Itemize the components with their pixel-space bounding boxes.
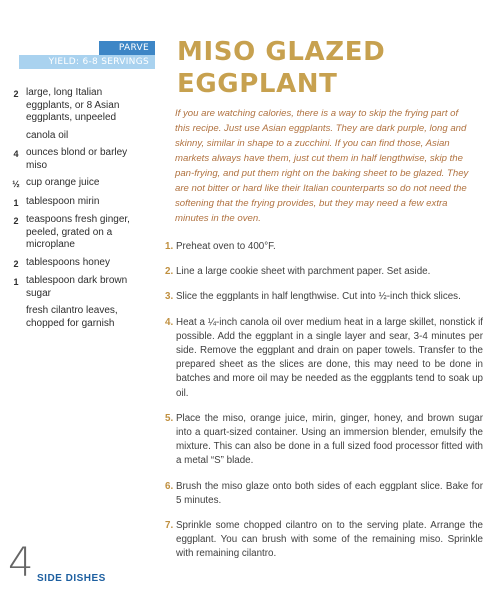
ingredient-text: tablespoon dark brown sugar	[26, 275, 128, 299]
step-text: Slice the eggplants in half lengthwise. Cut into ½-inch thick slices.	[176, 291, 461, 303]
step-number: 6.	[165, 480, 174, 492]
ingredient-text: tablespoons honey	[26, 256, 110, 268]
step-number: 2.	[165, 266, 174, 278]
step-text: Heat a ¼-inch canola oil over medium heat in a large skillet, nonstick if possible. Add the eggplant in a single layer and sear, 3-4 minutes per side. Remove the eggplant and drain on paper towels. Transfer to the prepared sheet as the slices are done, this may need to be done in batches and more oil may be needed as the eggplants tend to soak up oil.	[176, 316, 483, 399]
step-text: Place the miso, orange juice, mirin, ginger, honey, and brown sugar into a quart-sized container. Using an immersion blender, emulsify the mixture. This can also be done in a full sized food processor fitted with a metal “S” blade.	[176, 412, 483, 467]
recipe-title-line-1: MISO GLAZED	[177, 37, 386, 67]
direction-step	[165, 290, 483, 304]
step-number: 3.	[165, 291, 174, 303]
direction-step	[165, 412, 483, 469]
ingredient-text: teaspoons fresh ginger, peeled, grated on a microplane	[26, 214, 130, 250]
ingredient-item	[6, 305, 144, 330]
page-number: 4	[8, 540, 34, 586]
ingredient-item	[6, 196, 144, 210]
ingredient-item	[6, 130, 144, 143]
step-number: 5.	[165, 412, 174, 424]
ingredient-qty: 2	[13, 89, 19, 99]
ingredient-text: large, long Italian eggplants, or 8 Asian eggplants, unpeeled	[26, 87, 120, 123]
yield-tag: YIELD: 6-8 SERVINGS	[19, 55, 155, 69]
recipe-intro: If you are watching calories, there is a way to skip the frying part of this recipe. Just use Asian eggplants. They are dark purple, long and skinny, similar in shape to a zucchini. If you can find those, Asian markets always have them, just cut them in half lengthwise, skip the pan-frying, and put them right on the baking sheet to be glazed. They are not bitter or hard like their Italian counterparts so do not need the softening that the frying provides, but they may need a few extra minutes in the oven.	[175, 108, 469, 224]
ingredient-qty: 1	[13, 277, 19, 287]
parve-tag: PARVE	[99, 41, 155, 55]
section-label: SIDE DISHES	[37, 573, 106, 584]
step-number: 7.	[165, 520, 174, 532]
direction-step	[165, 480, 483, 508]
ingredients-list	[6, 87, 144, 335]
ingredient-qty	[6, 130, 26, 143]
step-text: Sprinkle some chopped cilantro on to the serving plate. Arrange the eggplant. You can brush with some of the remaining miso. Sprinkle with remaining cilantro.	[176, 520, 483, 560]
direction-step	[165, 240, 483, 254]
ingredient-item	[6, 214, 144, 252]
direction-step	[165, 265, 483, 279]
step-text: Line a large cookie sheet with parchment paper. Set aside.	[176, 266, 431, 278]
ingredient-item	[6, 87, 144, 125]
ingredient-item	[6, 177, 144, 191]
ingredient-text: tablespoon mirin	[26, 195, 100, 207]
directions-list	[165, 240, 483, 573]
ingredient-text: ounces blond or barley miso	[26, 147, 128, 171]
ingredient-text: fresh cilantro leaves, chopped for garnish	[26, 305, 118, 329]
step-text: Brush the miso glaze onto both sides of each eggplant slice. Bake for 5 minutes.	[176, 480, 483, 506]
ingredient-text: canola oil	[26, 129, 69, 141]
ingredient-text: cup orange juice	[26, 177, 100, 188]
ingredient-qty	[6, 305, 26, 330]
ingredient-item	[6, 275, 144, 300]
step-number: 4.	[165, 316, 174, 328]
recipe-title	[177, 36, 385, 100]
ingredient-item	[6, 257, 144, 271]
ingredient-qty: 1	[13, 197, 19, 208]
ingredient-qty: 2	[13, 258, 19, 269]
ingredient-item	[6, 147, 144, 172]
ingredient-qty: 2	[13, 216, 19, 226]
step-text: Preheat oven to 400°F.	[176, 241, 276, 252]
ingredient-qty: ½	[12, 179, 20, 189]
direction-step	[165, 519, 483, 562]
step-number: 1.	[165, 241, 174, 252]
ingredient-qty: 4	[13, 149, 19, 159]
direction-step	[165, 316, 483, 401]
recipe-title-line-2: EGGPLANT	[177, 69, 338, 99]
